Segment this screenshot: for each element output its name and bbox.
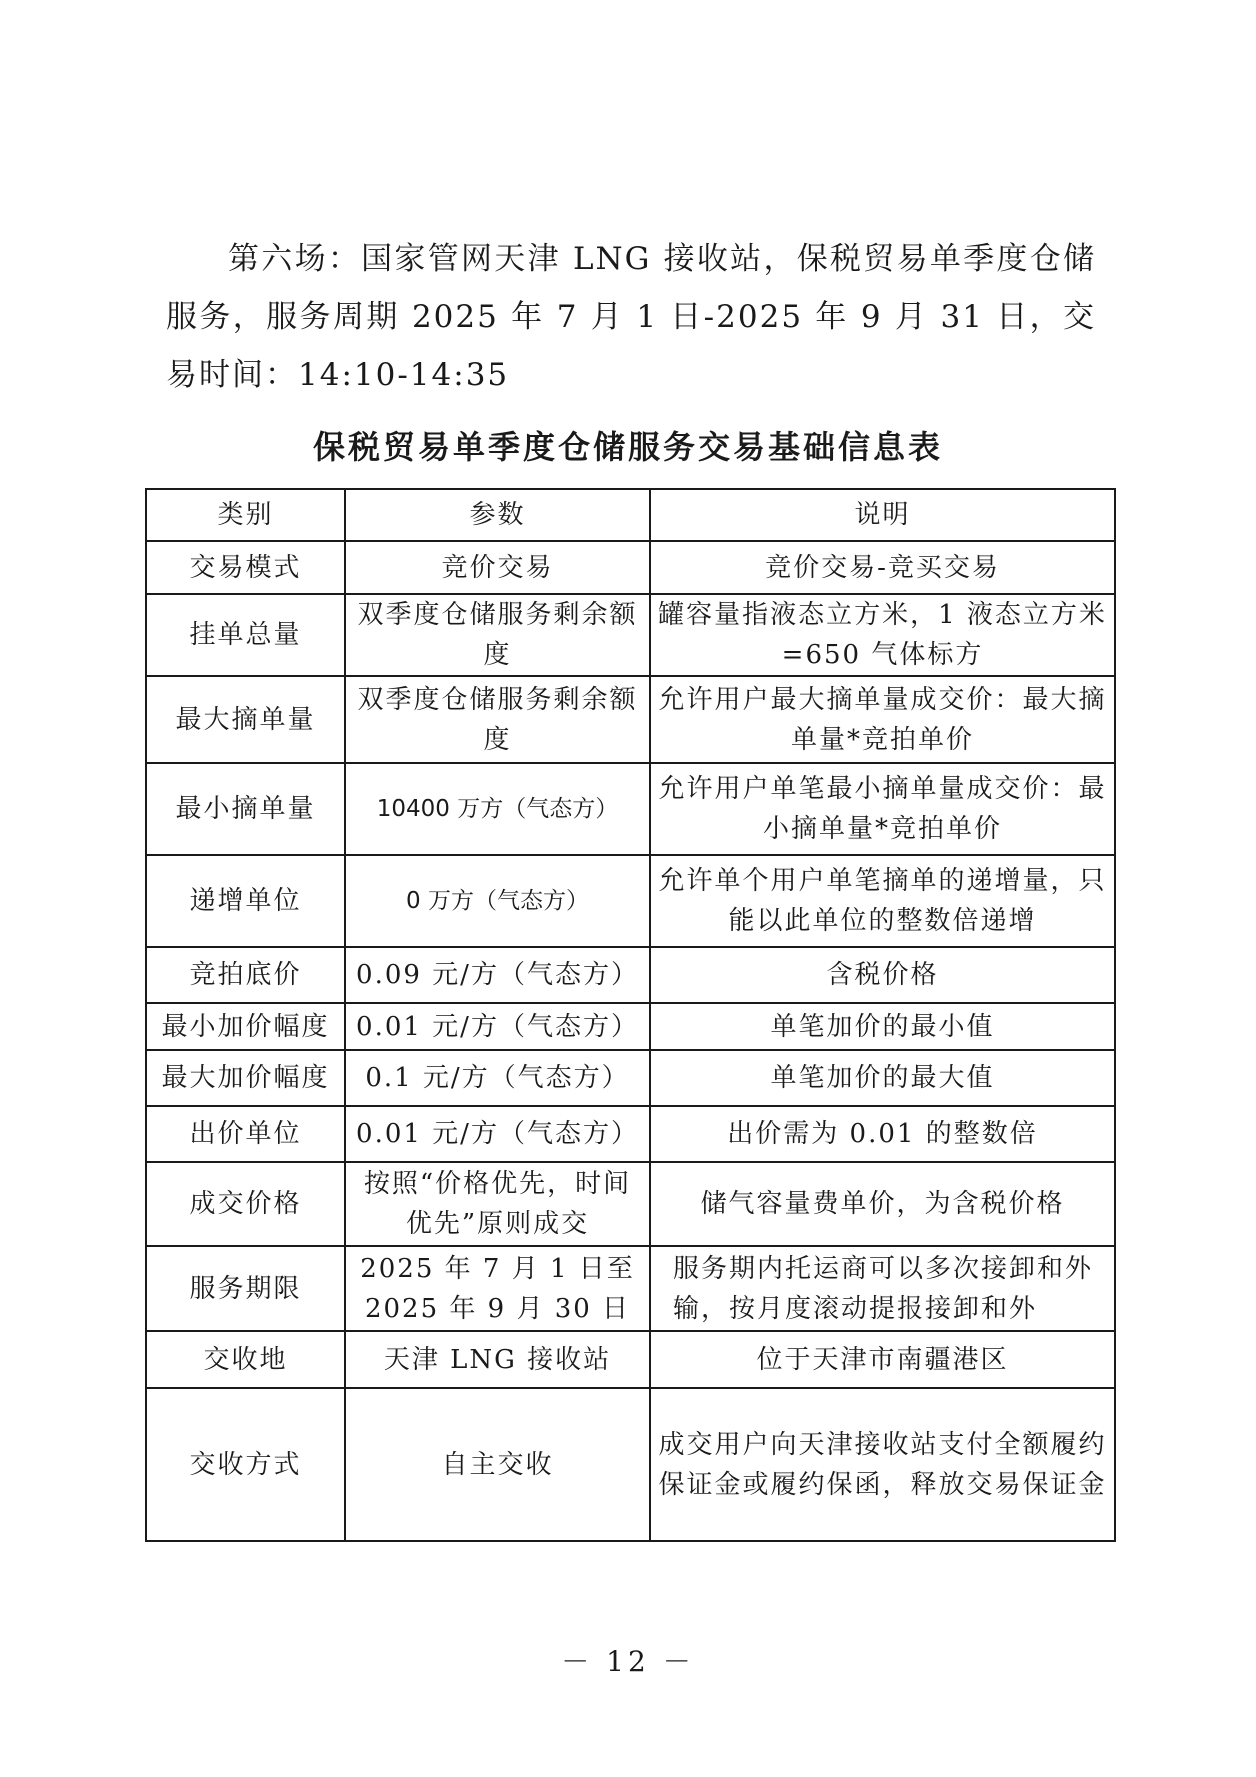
intro-paragraph: 第六场：国家管网天津 LNG 接收站，保税贸易单季度仓储服务，服务周期 2025 年 7 月 1 日-2025 年 9 月 31 日，交易时间：14:10-14:35 — [166, 241, 1096, 393]
row-param: 自主交收 — [345, 1388, 650, 1541]
row-desc: 含税价格 — [650, 947, 1115, 1003]
row-param: 天津 LNG 接收站 — [345, 1331, 650, 1388]
row-desc: 储气容量费单价，为含税价格 — [650, 1162, 1115, 1246]
row-desc: 位于天津市南疆港区 — [650, 1331, 1115, 1388]
table-header-row — [146, 489, 1115, 541]
row-desc: 竞价交易-竞买交易 — [650, 541, 1115, 594]
row-category: 挂单总量 — [146, 594, 345, 676]
row-category: 最大摘单量 — [146, 676, 345, 763]
table-row — [146, 676, 1115, 763]
row-desc: 允许用户单笔最小摘单量成交价：最小摘单量*竞拍单价 — [650, 763, 1115, 855]
table-row — [146, 1162, 1115, 1246]
table-row — [146, 1388, 1115, 1541]
row-desc: 单笔加价的最小值 — [650, 1003, 1115, 1050]
row-category: 最小加价幅度 — [146, 1003, 345, 1050]
info-table — [145, 488, 1116, 1542]
row-param: 竞价交易 — [345, 541, 650, 594]
row-desc: 单笔加价的最大值 — [650, 1050, 1115, 1106]
row-category: 交收地 — [146, 1331, 345, 1388]
row-param: 0 万方（气态方） — [345, 855, 650, 947]
row-param: 0.01 元/方（气态方） — [345, 1106, 650, 1162]
row-desc: 成交用户向天津接收站支付全额履约保证金或履约保函，释放交易保证金 — [650, 1388, 1115, 1541]
row-category: 服务期限 — [146, 1246, 345, 1331]
row-param: 按照“价格优先，时间优先”原则成交 — [345, 1162, 650, 1246]
header-param: 参数 — [345, 489, 650, 541]
row-param: 双季度仓储服务剩余额度 — [345, 594, 650, 676]
row-category: 成交价格 — [146, 1162, 345, 1246]
table-row — [146, 541, 1115, 594]
table-row — [146, 1331, 1115, 1388]
table-row — [146, 594, 1115, 676]
header-category: 类别 — [146, 489, 345, 541]
row-desc: 出价需为 0.01 的整数倍 — [650, 1106, 1115, 1162]
table-row — [146, 947, 1115, 1003]
row-category: 竞拍底价 — [146, 947, 345, 1003]
row-category: 出价单位 — [146, 1106, 345, 1162]
table-row — [146, 1246, 1115, 1331]
row-category: 交收方式 — [146, 1388, 345, 1541]
row-desc: 允许用户最大摘单量成交价：最大摘单量*竞拍单价 — [650, 676, 1115, 763]
table-title: 保税贸易单季度仓储服务交易基础信息表 — [312, 428, 943, 466]
row-param: 0.09 元/方（气态方） — [345, 947, 650, 1003]
row-param: 双季度仓储服务剩余额度 — [345, 676, 650, 763]
row-category: 最大加价幅度 — [146, 1050, 345, 1106]
table-row — [146, 1106, 1115, 1162]
table-row — [146, 763, 1115, 855]
table-row — [146, 1003, 1115, 1050]
row-param: 2025 年 7 月 1 日至 2025 年 9 月 30 日 — [345, 1246, 650, 1331]
table-row — [146, 1050, 1115, 1106]
row-desc: 服务期内托运商可以多次接卸和外输，按月度滚动提报接卸和外 — [650, 1246, 1115, 1331]
row-param: 10400 万方（气态方） — [345, 763, 650, 855]
row-param: 0.1 元/方（气态方） — [345, 1050, 650, 1106]
page-number: － 12 － — [561, 1645, 695, 1678]
row-category: 最小摘单量 — [146, 763, 345, 855]
row-category: 交易模式 — [146, 541, 345, 594]
row-desc: 允许单个用户单笔摘单的递增量，只能以此单位的整数倍递增 — [650, 855, 1115, 947]
row-param: 0.01 元/方（气态方） — [345, 1003, 650, 1050]
row-category: 递增单位 — [146, 855, 345, 947]
row-desc: 罐容量指液态立方米，1 液态立方米=650 气体标方 — [650, 594, 1115, 676]
table-row — [146, 855, 1115, 947]
header-desc: 说明 — [650, 489, 1115, 541]
